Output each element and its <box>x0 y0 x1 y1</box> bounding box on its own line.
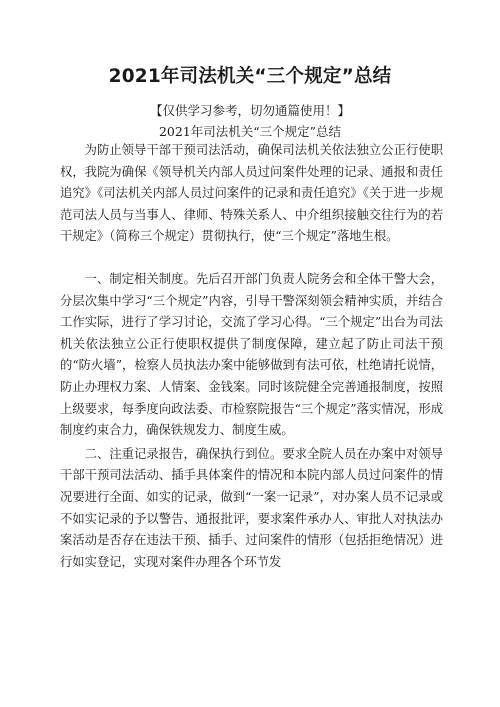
usage-notice: 【仅供学习参考，切勿通篇使用！】 <box>149 103 350 118</box>
document-subtitle: 2021年司法机关“三个规定”总结 <box>158 124 342 139</box>
section-two-paragraph: 二、注重记录报告，确保执行到位。要求全院人员在办案中对领导干部干预司法活动、插手具体案件的情况和本院内部人员过问案件的情况要进行全面、如实的记录，做到“一案一记录”，对办案人员不记录或不如实记录的予以警告、通报批评，要求案件承办人、审批人对执法办案活动是否存在违法干预、插手、过问案件的情形（包括拒绝情况）进行如实登记，实现对案件办理各个环节发 <box>60 446 443 569</box>
document-body <box>60 140 443 573</box>
document-title: 2021年司法机关“三个规定”总结 <box>108 66 392 87</box>
intro-paragraph: 为防止领导干部干预司法活动，确保司法机关依法独立公正行使职权，我院为确保《领导机关内部人员过问案件处理的记录、通报和责任追究》《司法机关内部人员过问案件的记录和责任追究》《关于进一步规范司法人员与当事人、律师、特殊关系人、中介组织接触交往行为的若干规定》（简称三个规定）贯彻执行，使“三个规定”落地生根。 <box>60 143 443 244</box>
section-one-paragraph: 一、制定相关制度。先后召开部门负责人院务会和全体干警大会，分层次集中学习“三个规定”内容，引导干警深刻领会精神实质，并结合工作实际，进行了学习讨论，交流了学习心得。“三个规定”出台为司法机关依法独立公正行使职权提供了制度保障，建立起了防止司法干预的“防火墙”，检察人员执法办案中能够做到有法可依，杜绝请托说情，防止办理权力案、人情案、金钱案。同时该院健全完善通报制度，按照上级要求，每季度向政法委、市检察院报告“三个规定”落实情况，形成制度约束合力，确保铁规发力、制度生威。 <box>60 271 443 438</box>
